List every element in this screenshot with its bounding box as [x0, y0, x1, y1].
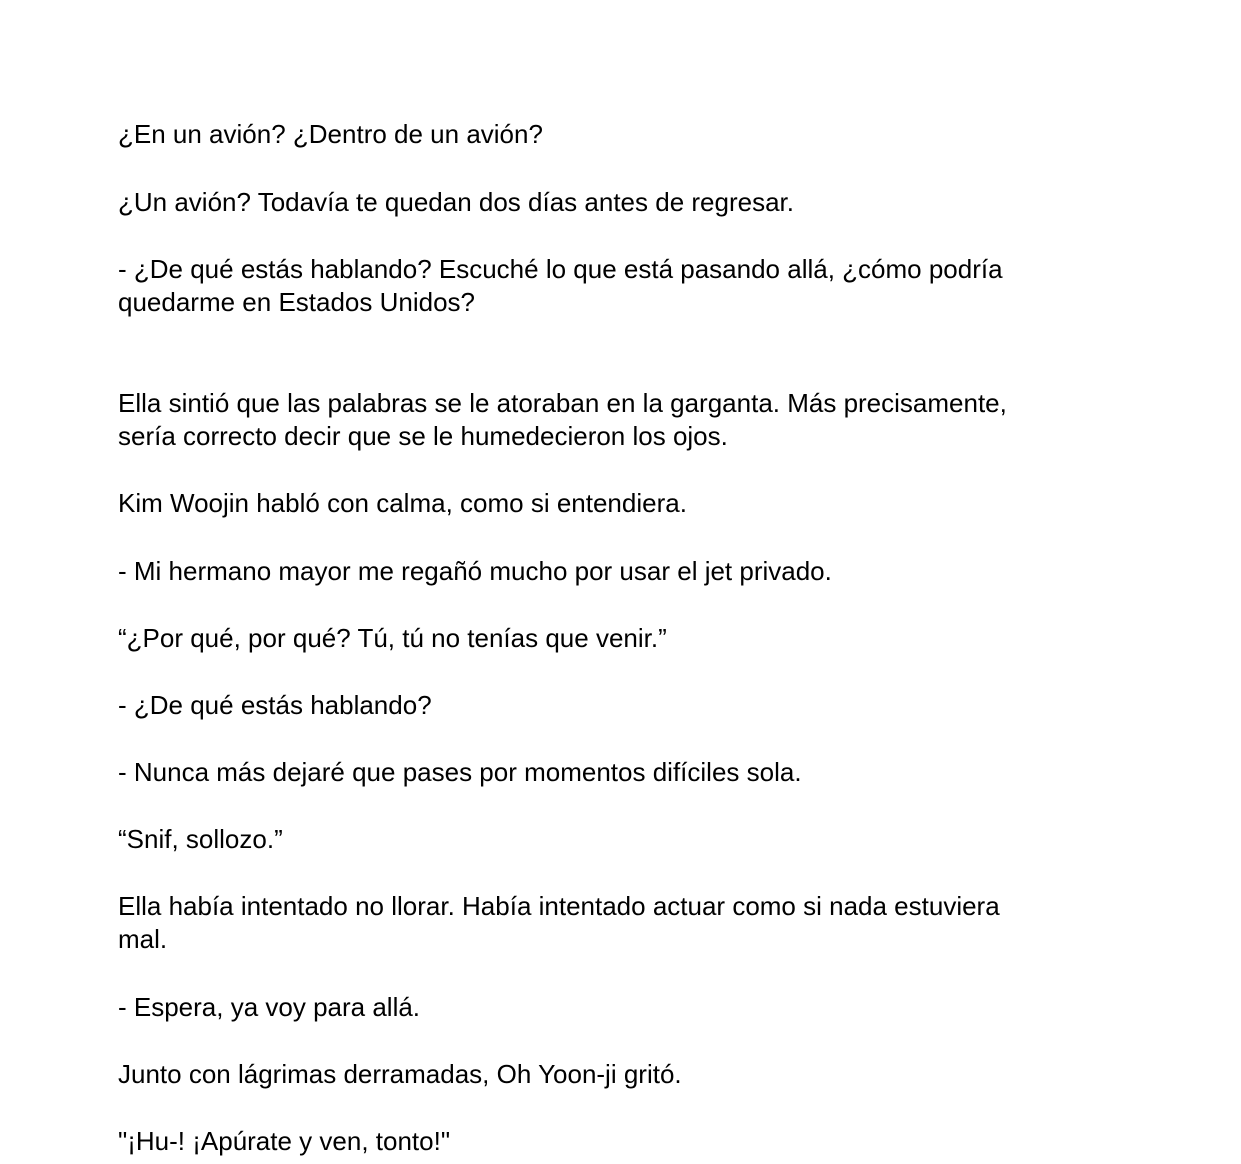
text-line: mal.	[118, 924, 168, 954]
paragraph	[118, 186, 1128, 219]
paragraph	[118, 756, 1128, 789]
text-line: Junto con lágrimas derramadas, Oh Yoon-ji gritó.	[118, 1059, 682, 1089]
paragraph	[118, 118, 1128, 151]
text-line: quedarme en Estados Unidos?	[118, 287, 476, 317]
paragraph	[118, 555, 1128, 588]
paragraph	[118, 487, 1128, 520]
paragraph	[118, 1058, 1128, 1091]
paragraph	[118, 823, 1128, 856]
text-line: - Mi hermano mayor me regañó mucho por usar el jet privado.	[118, 556, 832, 586]
paragraph	[118, 991, 1128, 1024]
text-line: sería correcto decir que se le humedecieron los ojos.	[118, 421, 728, 451]
text-line: Ella sintió que las palabras se le atoraban en la garganta. Más precisamente,	[118, 388, 1007, 418]
text-line: “Snif, sollozo.”	[118, 824, 283, 854]
paragraph	[118, 1125, 1128, 1158]
paragraph	[118, 890, 1128, 956]
paragraph	[118, 689, 1128, 722]
text-line: ¿En un avión? ¿Dentro de un avión?	[118, 119, 543, 149]
text-line: "¡Hu-! ¡Apúrate y ven, tonto!"	[118, 1126, 451, 1156]
paragraph	[118, 622, 1128, 655]
text-line: ¿Un avión? Todavía te quedan dos días antes de regresar.	[118, 187, 794, 217]
text-line: “¿Por qué, por qué? Tú, tú no tenías que venir.”	[118, 623, 667, 653]
text-line: - ¿De qué estás hablando? Escuché lo que está pasando allá, ¿cómo podría	[118, 254, 1003, 284]
text-line: - Nunca más dejaré que pases por momentos difíciles sola.	[118, 757, 802, 787]
text-line: Kim Woojin habló con calma, como si entendiera.	[118, 488, 687, 518]
text-line: Ella había intentado no llorar. Había intentado actuar como si nada estuviera	[118, 891, 1000, 921]
text-line: - Espera, ya voy para allá.	[118, 992, 421, 1022]
paragraph	[118, 387, 1128, 453]
text-line: - ¿De qué estás hablando?	[118, 690, 432, 720]
paragraph	[118, 253, 1128, 319]
